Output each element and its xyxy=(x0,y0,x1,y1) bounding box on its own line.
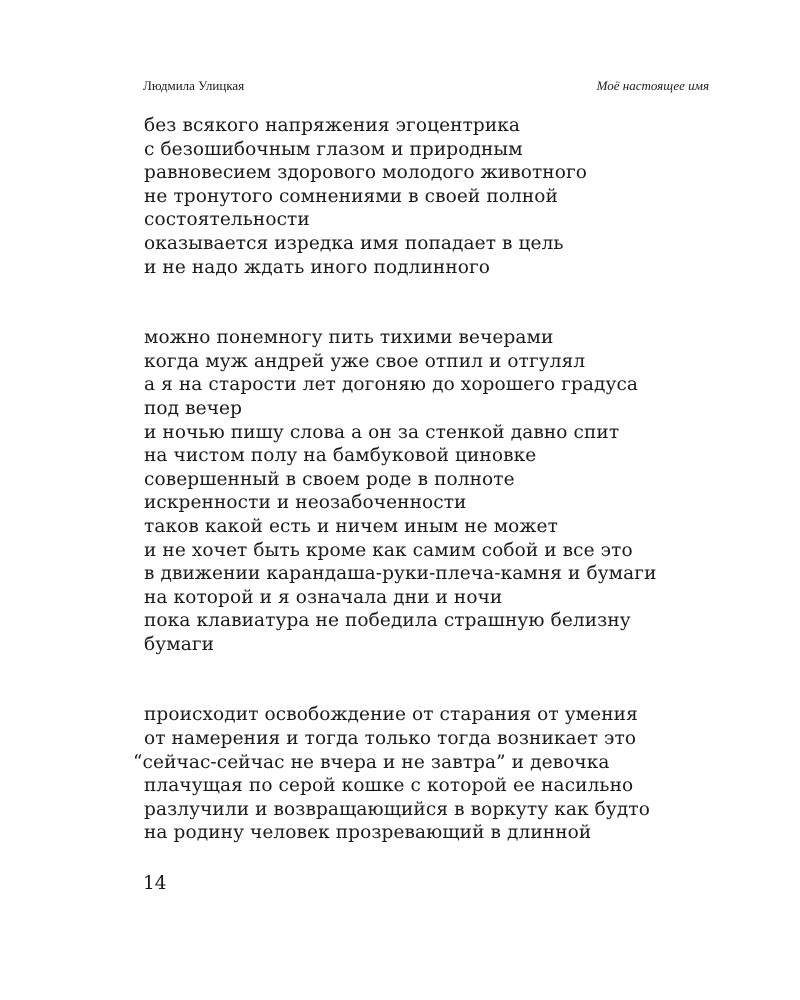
poem-line: на чистом полу на бамбуковой циновке xyxy=(144,445,537,467)
poem-line: и не надо ждать иного подлинного xyxy=(144,256,491,278)
poem-line: равновесием здорового молодого животного xyxy=(144,162,587,184)
stanza-2 xyxy=(144,326,744,656)
poem-line: “сейчас-сейчас не вчера и не завтра” и девочка xyxy=(133,751,610,773)
poem-line: а я на старости лет догоняю до хорошего градуса xyxy=(144,374,639,396)
header-book-title: Моё настоящее имя xyxy=(596,78,709,93)
poem-line: происходит освобождение от старания от умения xyxy=(144,704,638,726)
poem-line: совершенный в своем роде в полноте xyxy=(144,468,515,490)
poem-line: от намерения и тогда только тогда возникает это xyxy=(144,728,637,750)
poem-line: бумаги xyxy=(144,633,215,655)
poem-line: искренности и неозабоченности xyxy=(144,492,467,514)
poem-line: без всякого напряжения эгоцентрика xyxy=(144,115,521,136)
poem-line: можно понемногу пить тихими вечерами xyxy=(144,327,554,349)
running-header xyxy=(143,78,709,98)
poem-line: и ночью пишу слова а он за стенкой давно спит xyxy=(144,421,620,443)
poem-line: с безошибочным глазом и природным xyxy=(144,138,523,160)
poem-line: состоятельности xyxy=(144,209,310,231)
poem-line: не тронутого сомнениями в своей полной xyxy=(144,185,558,207)
poem-line: разлучили и возвращающийся в воркуту как будто xyxy=(144,798,650,820)
stanza-3 xyxy=(133,703,744,845)
poem-line: плачущая по серой кошке с которой ее насильно xyxy=(144,775,634,797)
poem-line: оказывается изредка имя попадает в цель xyxy=(144,232,564,254)
poem-line: и не хочет быть кроме как самим собой и все это xyxy=(144,539,633,561)
poem-body xyxy=(133,114,744,845)
poem-line: когда муж андрей уже свое отпил и отгулял xyxy=(144,350,586,372)
poem-line: таков какой есть и ничем иным не может xyxy=(144,515,558,537)
poem-line: на которой и я означала дни и ночи xyxy=(144,586,503,608)
poem-line: пока клавиатура не победила страшную белизну xyxy=(144,610,631,632)
page-number: 14 xyxy=(143,873,167,894)
poem-line: на родину человек прозревающий в длинной xyxy=(144,822,592,844)
header-author: Людмила Улицкая xyxy=(143,78,245,93)
stanza-1 xyxy=(144,114,744,279)
poem-line: под вечер xyxy=(144,397,243,419)
poem-line: в движении карандаша-руки-плеча-камня и бумаги xyxy=(144,563,657,585)
